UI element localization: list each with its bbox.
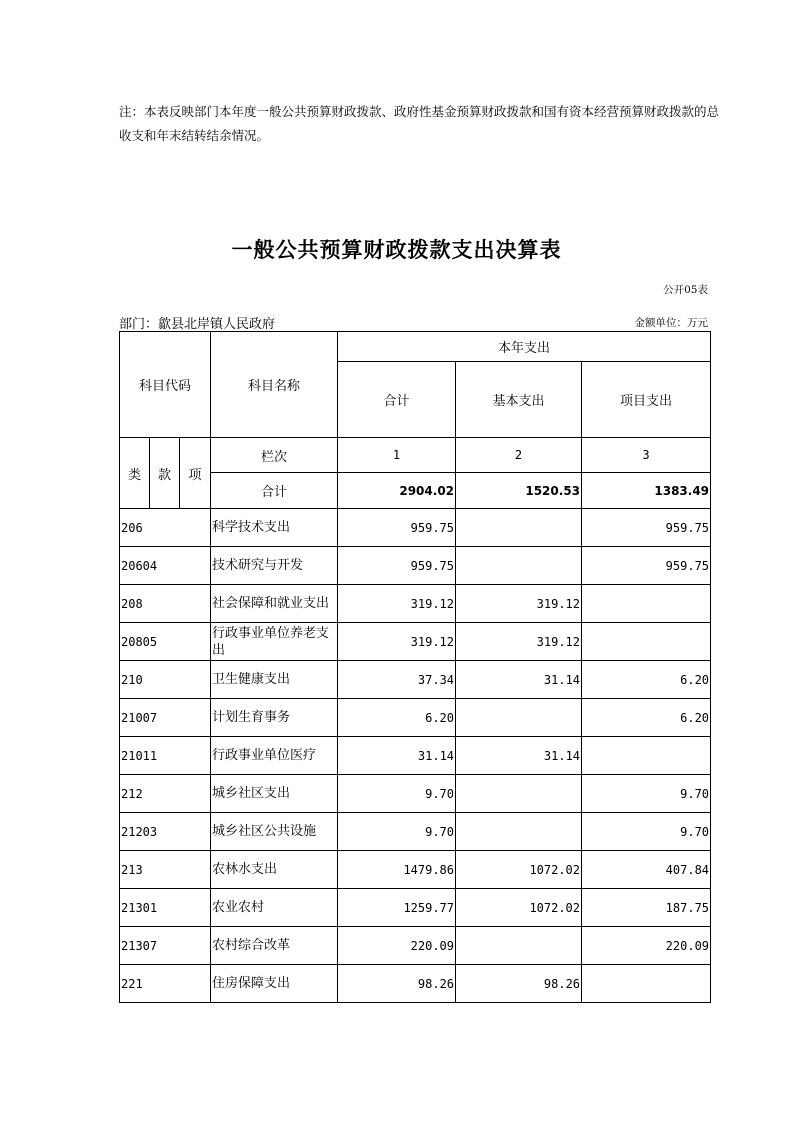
subject-name-header: 科目名称 (211, 332, 338, 438)
table-row (120, 585, 711, 623)
column-no-2: 2 (456, 438, 582, 473)
row-code: 21307 (120, 927, 211, 965)
row-project: 187.75 (582, 889, 711, 927)
row-total: 1479.86 (338, 851, 456, 889)
table-row (120, 813, 711, 851)
row-basic (456, 509, 582, 547)
row-name: 城乡社区公共设施 (211, 813, 338, 851)
row-name: 社会保障和就业支出 (211, 585, 338, 623)
row-basic (456, 927, 582, 965)
row-code: 212 (120, 775, 211, 813)
row-name: 卫生健康支出 (211, 661, 338, 699)
row-project: 9.70 (582, 813, 711, 851)
sum-label: 合计 (211, 473, 338, 509)
row-name: 行政事业单位医疗 (211, 737, 338, 775)
row-total: 9.70 (338, 775, 456, 813)
row-code: 20805 (120, 623, 211, 661)
row-basic: 31.14 (456, 737, 582, 775)
row-name: 农村综合改革 (211, 927, 338, 965)
row-basic (456, 775, 582, 813)
row-project (582, 585, 711, 623)
row-code: 20604 (120, 547, 211, 585)
row-project: 9.70 (582, 775, 711, 813)
kuan-header: 款 (150, 438, 180, 509)
table-row (120, 927, 711, 965)
row-project (582, 737, 711, 775)
sum-project: 1383.49 (582, 473, 711, 509)
row-name: 农业农村 (211, 889, 338, 927)
row-code: 21203 (120, 813, 211, 851)
row-basic: 31.14 (456, 661, 582, 699)
row-basic: 319.12 (456, 585, 582, 623)
row-basic: 1072.02 (456, 851, 582, 889)
row-basic (456, 813, 582, 851)
row-total: 6.20 (338, 699, 456, 737)
table-row (120, 851, 711, 889)
table-row (120, 775, 711, 813)
row-total: 959.75 (338, 547, 456, 585)
table-row (120, 889, 711, 927)
row-code: 206 (120, 509, 211, 547)
table-row (120, 509, 711, 547)
row-total: 220.09 (338, 927, 456, 965)
basic-header: 基本支出 (456, 362, 582, 438)
xiang-header: 项 (180, 438, 211, 509)
row-project: 6.20 (582, 661, 711, 699)
row-project: 220.09 (582, 927, 711, 965)
sum-basic: 1520.53 (456, 473, 582, 509)
row-project (582, 623, 711, 661)
row-total: 98.26 (338, 965, 456, 1003)
project-header: 项目支出 (582, 362, 711, 438)
table-row (120, 737, 711, 775)
table-note: 注：本表反映部门本年度一般公共预算财政拨款、政府性基金预算财政拨款和国有资本经营预算财政拨款的总收支和年末结转结余情况。 (119, 104, 720, 143)
row-total: 31.14 (338, 737, 456, 775)
row-total: 959.75 (338, 509, 456, 547)
row-code: 208 (120, 585, 211, 623)
row-total: 37.34 (338, 661, 456, 699)
row-code: 21007 (120, 699, 211, 737)
row-project: 6.20 (582, 699, 711, 737)
row-code: 213 (120, 851, 211, 889)
row-total: 1259.77 (338, 889, 456, 927)
row-name: 住房保障支出 (211, 965, 338, 1003)
row-project (582, 965, 711, 1003)
row-name: 技术研究与开发 (211, 547, 338, 585)
row-total: 319.12 (338, 585, 456, 623)
row-project: 959.75 (582, 547, 711, 585)
column-no-3: 3 (582, 438, 711, 473)
table-row (120, 623, 711, 661)
amount-unit: 金额单位：万元 (634, 317, 708, 329)
row-total: 9.70 (338, 813, 456, 851)
total-header: 合计 (338, 362, 456, 438)
row-name: 计划生育事务 (211, 699, 338, 737)
row-name: 城乡社区支出 (211, 775, 338, 813)
row-basic: 319.12 (456, 623, 582, 661)
table-row (120, 547, 711, 585)
row-name: 行政事业单位养老支出 (211, 623, 338, 661)
column-no-label: 栏次 (211, 438, 338, 473)
row-basic (456, 547, 582, 585)
lei-header: 类 (120, 438, 150, 509)
row-basic (456, 699, 582, 737)
row-project: 959.75 (582, 509, 711, 547)
row-code: 21301 (120, 889, 211, 927)
row-basic: 98.26 (456, 965, 582, 1003)
subject-code-header: 科目代码 (120, 332, 211, 438)
table-row (120, 965, 711, 1003)
row-code: 210 (120, 661, 211, 699)
expenditure-table (119, 331, 711, 1003)
row-code: 221 (120, 965, 211, 1003)
page-title: 一般公共预算财政拨款支出决算表 (231, 238, 562, 262)
table-row (120, 699, 711, 737)
row-project: 407.84 (582, 851, 711, 889)
current-year-header: 本年支出 (338, 332, 711, 362)
row-code: 21011 (120, 737, 211, 775)
table-row (120, 661, 711, 699)
department-label: 部门：歙县北岸镇人民政府 (119, 317, 276, 332)
row-name: 科学技术支出 (211, 509, 338, 547)
row-basic: 1072.02 (456, 889, 582, 927)
form-code: 公开05表 (663, 284, 708, 296)
sum-total: 2904.02 (338, 473, 456, 509)
row-total: 319.12 (338, 623, 456, 661)
row-name: 农林水支出 (211, 851, 338, 889)
column-no-1: 1 (338, 438, 456, 473)
